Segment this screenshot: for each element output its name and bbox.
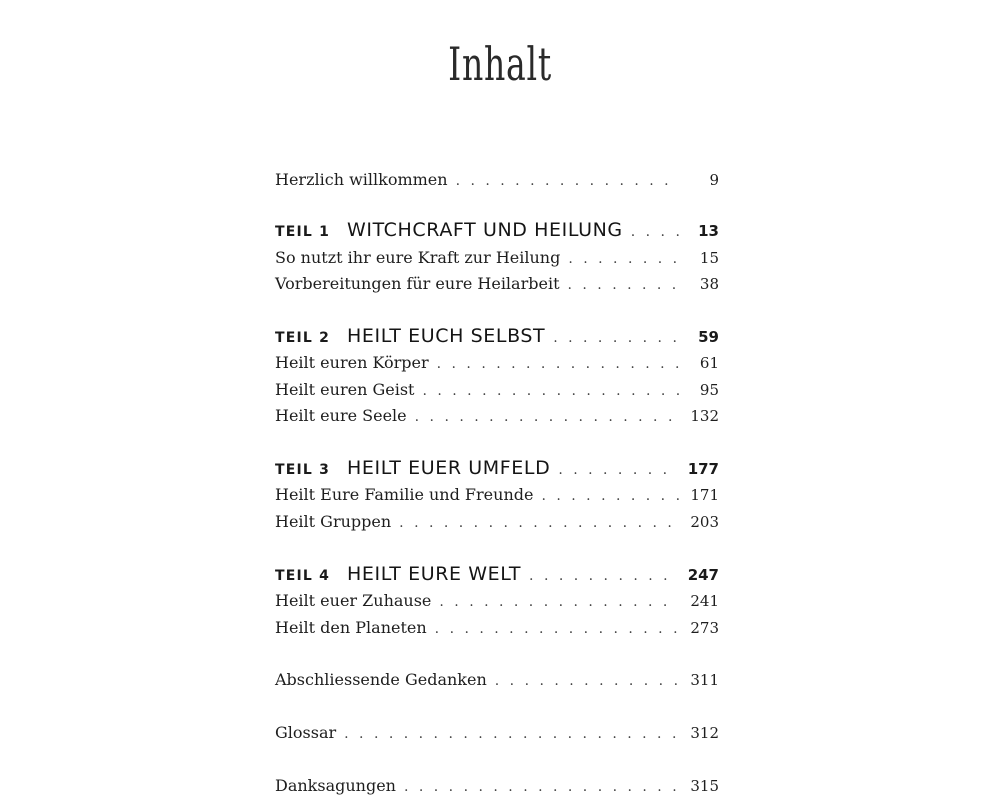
entry-page: 61 [699, 354, 719, 372]
entry-label: Heilt den Planeten [275, 618, 427, 637]
dot-leader [568, 251, 679, 267]
toc-entry [275, 380, 719, 399]
entry-page: 171 [690, 486, 719, 504]
toc-entry-glossary [275, 723, 719, 742]
entry-page: 38 [699, 275, 719, 293]
part-page: 13 [698, 222, 719, 240]
dot-leader [558, 462, 677, 478]
entry-label: Danksagungen [275, 776, 396, 795]
toc-entry [275, 406, 719, 425]
part-number: TEIL 2 [275, 330, 331, 346]
entry-label: Glossar [275, 723, 337, 742]
part-title: HEILT EURE WELT [347, 563, 522, 585]
dot-leader [435, 621, 679, 637]
part-title: HEILT EUER UMFELD [347, 457, 551, 479]
toc-entry [275, 618, 719, 637]
entry-page: 241 [690, 592, 719, 610]
toc-entry-closing [275, 670, 719, 689]
part-number: TEIL 1 [275, 224, 331, 240]
entry-page: 315 [690, 777, 719, 795]
entry-page: 95 [699, 381, 719, 399]
dot-leader [437, 356, 679, 372]
entry-page: 273 [690, 619, 719, 637]
part-page: 177 [687, 460, 719, 478]
part-page: 247 [687, 566, 719, 584]
entry-label: Vorbereitungen für eure Heilarbeit [275, 274, 560, 293]
dot-leader [404, 779, 679, 795]
entry-label: So nutzt ihr eure Kraft zur Heilung [275, 248, 561, 267]
toc-entry [275, 591, 719, 610]
part-page: 59 [698, 328, 719, 346]
entry-label: Heilt euren Geist [275, 380, 415, 399]
part-heading-1 [275, 219, 719, 241]
part-title: HEILT EUCH SELBST [347, 325, 546, 347]
entry-page: 311 [690, 671, 719, 689]
entry-page: 312 [690, 724, 719, 742]
dot-leader [456, 173, 679, 189]
dot-leader [495, 673, 679, 689]
entry-label: Heilt euer Zuhause [275, 591, 432, 610]
part-heading-2 [275, 325, 719, 347]
entry-label: Heilt eure Seele [275, 406, 407, 425]
dot-leader [439, 594, 679, 610]
entry-page: 9 [709, 171, 719, 189]
entry-label: Heilt Gruppen [275, 512, 392, 531]
toc-entry [275, 512, 719, 531]
toc-entry [275, 485, 719, 504]
dot-leader [541, 488, 679, 504]
dot-leader [399, 515, 679, 531]
dot-leader [422, 383, 679, 399]
part-title: WITCHCRAFT UND HEILUNG [347, 219, 623, 241]
toc-entry-intro [275, 170, 719, 189]
dot-leader [529, 568, 678, 584]
part-number: TEIL 3 [275, 462, 331, 478]
toc-entry [275, 274, 719, 293]
entry-label: Heilt euren Körper [275, 353, 429, 372]
part-heading-4 [275, 563, 719, 585]
toc-entry-acknowledgements [275, 776, 719, 795]
dot-leader [631, 224, 679, 240]
entry-page: 203 [690, 513, 719, 531]
dot-leader [344, 726, 679, 742]
entry-label: Abschliessende Gedanken [275, 670, 487, 689]
dot-leader [415, 409, 679, 425]
part-number: TEIL 4 [275, 568, 331, 584]
page-title: Inhalt [448, 36, 552, 91]
part-heading-3 [275, 457, 719, 479]
entry-label: Heilt Eure Familie und Freunde [275, 485, 534, 504]
entry-label: Herzlich willkommen [275, 170, 448, 189]
toc-entry [275, 353, 719, 372]
toc-entry [275, 248, 719, 267]
dot-leader [568, 277, 680, 293]
dot-leader [553, 330, 679, 346]
entry-page: 15 [699, 249, 719, 267]
entry-page: 132 [690, 407, 719, 425]
